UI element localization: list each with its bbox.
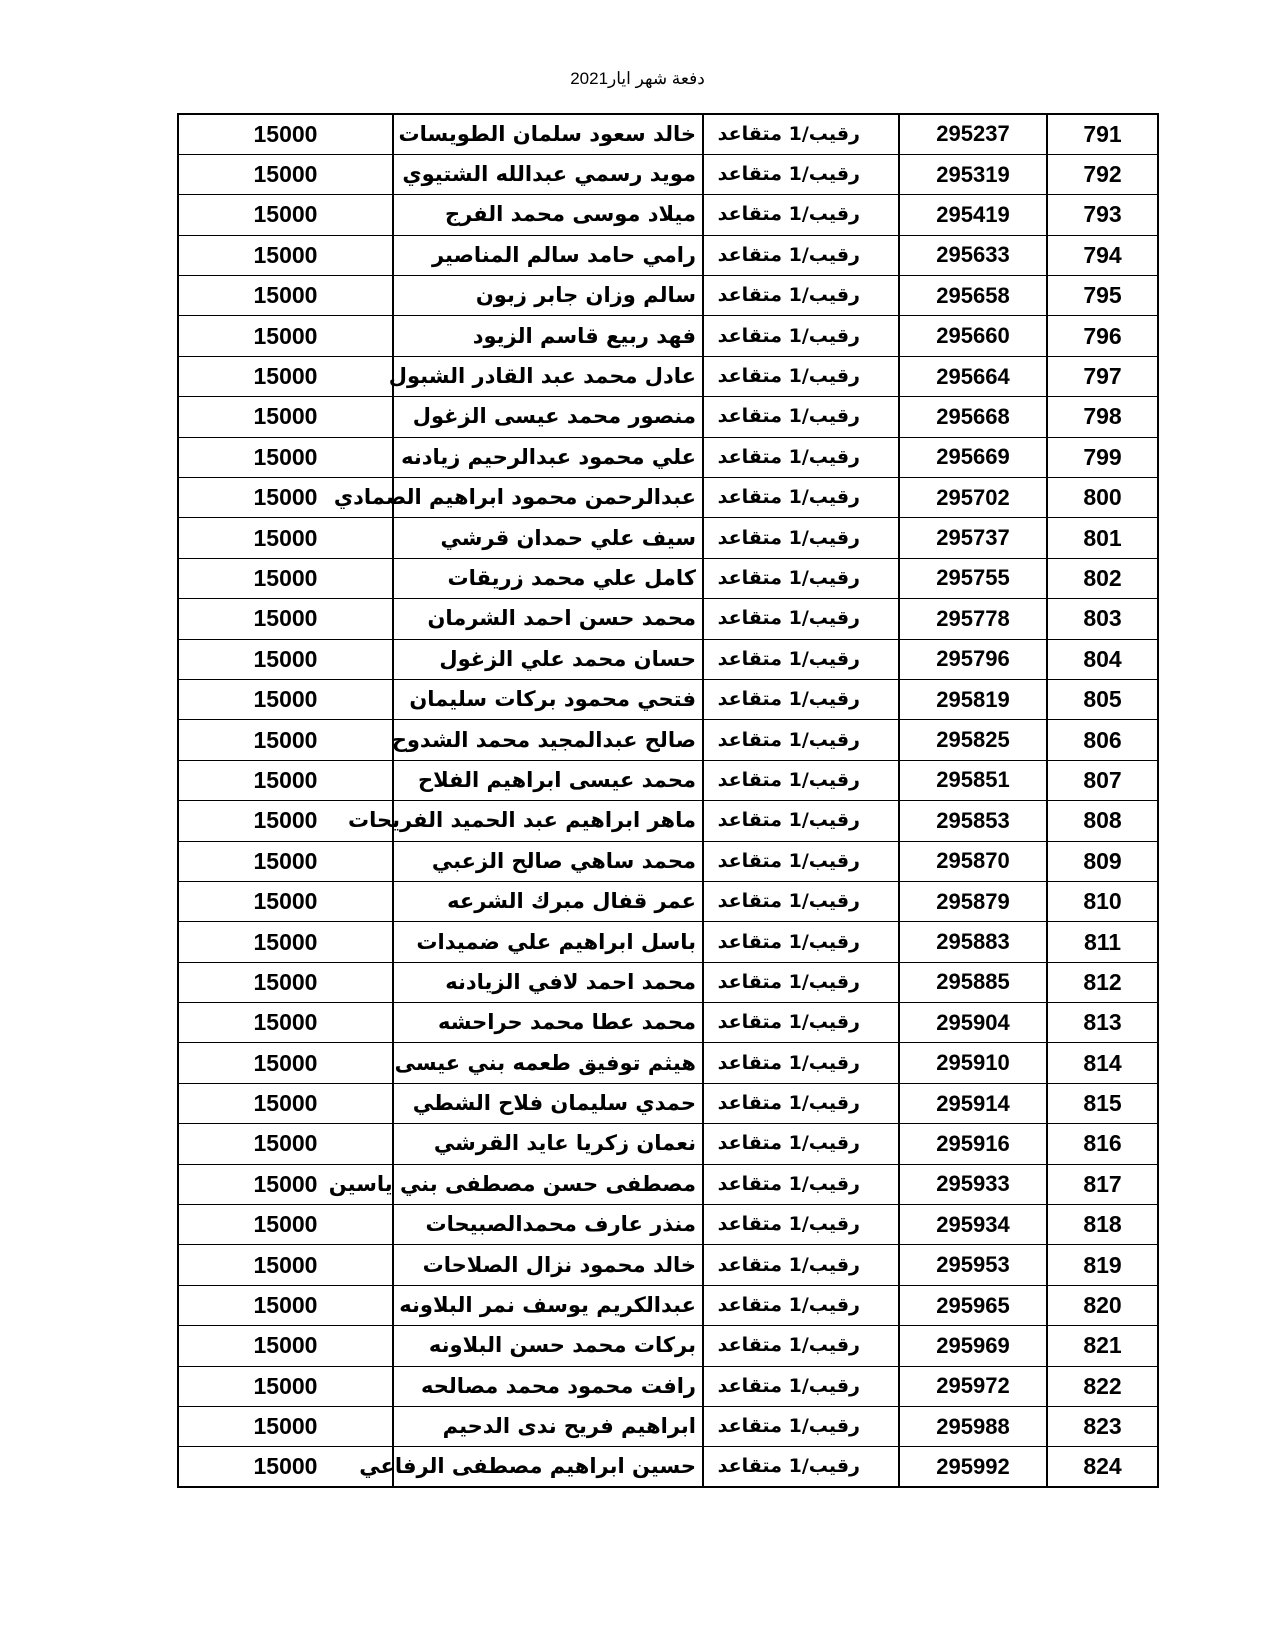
sequence-number-cell: 803	[1047, 599, 1158, 639]
rank-cell: رقيب/1 متقاعد	[703, 881, 899, 921]
table-row	[178, 1366, 1158, 1406]
amount-cell: 15000	[178, 760, 393, 800]
amount-cell: 15000	[178, 1124, 393, 1164]
table-row	[178, 316, 1158, 356]
table-row	[178, 478, 1158, 518]
military-id-cell: 295419	[899, 195, 1047, 235]
sequence-number-cell: 806	[1047, 720, 1158, 760]
rank-cell: رقيب/1 متقاعد	[703, 356, 899, 396]
name-cell: ميلاد موسى محمد الفرج	[393, 195, 703, 235]
table-row	[178, 801, 1158, 841]
table-row	[178, 1164, 1158, 1204]
amount-cell: 15000	[178, 679, 393, 719]
amount-cell: 15000	[178, 397, 393, 437]
table-row	[178, 276, 1158, 316]
rank-cell: رقيب/1 متقاعد	[703, 1245, 899, 1285]
table-row	[178, 1326, 1158, 1366]
rank-cell: رقيب/1 متقاعد	[703, 235, 899, 275]
table-row	[178, 356, 1158, 396]
military-id-cell: 295972	[899, 1366, 1047, 1406]
amount-cell: 15000	[178, 437, 393, 477]
payment-table	[177, 113, 1157, 1488]
sequence-number-cell: 799	[1047, 437, 1158, 477]
table-row	[178, 518, 1158, 558]
rank-cell: رقيب/1 متقاعد	[703, 1366, 899, 1406]
name-cell: رافت محمود محمد مصالحه	[393, 1366, 703, 1406]
page-title: دفعة شهر ايار2021	[570, 69, 705, 88]
rank-cell: رقيب/1 متقاعد	[703, 316, 899, 356]
name-cell: علي محمود عبدالرحيم زيادنه	[393, 437, 703, 477]
rank-cell: رقيب/1 متقاعد	[703, 518, 899, 558]
sequence-number-cell: 819	[1047, 1245, 1158, 1285]
table-row	[178, 1124, 1158, 1164]
table-row	[178, 679, 1158, 719]
sequence-number-cell: 817	[1047, 1164, 1158, 1204]
name-cell: مصطفى حسن مصطفى بني ياسين	[393, 1164, 703, 1204]
table-row	[178, 154, 1158, 194]
table-row	[178, 841, 1158, 881]
military-id-cell: 295819	[899, 679, 1047, 719]
amount-cell: 15000	[178, 235, 393, 275]
rank-cell: رقيب/1 متقاعد	[703, 639, 899, 679]
table-row	[178, 720, 1158, 760]
amount-cell: 15000	[178, 1407, 393, 1447]
military-id-cell: 295778	[899, 599, 1047, 639]
amount-cell: 15000	[178, 316, 393, 356]
military-id-cell: 295883	[899, 922, 1047, 962]
rank-cell: رقيب/1 متقاعد	[703, 154, 899, 194]
rank-cell: رقيب/1 متقاعد	[703, 1043, 899, 1083]
sequence-number-cell: 807	[1047, 760, 1158, 800]
military-id-cell: 295319	[899, 154, 1047, 194]
military-id-cell: 295669	[899, 437, 1047, 477]
table-row	[178, 1447, 1158, 1487]
sequence-number-cell: 794	[1047, 235, 1158, 275]
rank-cell: رقيب/1 متقاعد	[703, 1003, 899, 1043]
amount-cell: 15000	[178, 1164, 393, 1204]
military-id-cell: 295668	[899, 397, 1047, 437]
name-cell: ابراهيم فريح ندى الدحيم	[393, 1407, 703, 1447]
table-row	[178, 639, 1158, 679]
military-id-cell: 295755	[899, 558, 1047, 598]
amount-cell: 15000	[178, 881, 393, 921]
rank-cell: رقيب/1 متقاعد	[703, 841, 899, 881]
sequence-number-cell: 823	[1047, 1407, 1158, 1447]
amount-cell: 15000	[178, 154, 393, 194]
military-id-cell: 295853	[899, 801, 1047, 841]
rank-cell: رقيب/1 متقاعد	[703, 195, 899, 235]
table-row	[178, 760, 1158, 800]
name-cell: سيف علي حمدان قرشي	[393, 518, 703, 558]
name-cell: محمد عطا محمد حراحشه	[393, 1003, 703, 1043]
name-cell: محمد عيسى ابراهيم الفلاح	[393, 760, 703, 800]
amount-cell: 15000	[178, 962, 393, 1002]
name-cell: مويد رسمي عبدالله الشتيوي	[393, 154, 703, 194]
name-cell: خالد سعود سلمان الطويسات	[393, 114, 703, 154]
sequence-number-cell: 800	[1047, 478, 1158, 518]
rank-cell: رقيب/1 متقاعد	[703, 720, 899, 760]
military-id-cell: 295885	[899, 962, 1047, 1002]
name-cell: صالح عبدالمجيد محمد الشدوح	[393, 720, 703, 760]
amount-cell: 15000	[178, 114, 393, 154]
name-cell: هيثم توفيق طعمه بني عيسى	[393, 1043, 703, 1083]
rank-cell: رقيب/1 متقاعد	[703, 1124, 899, 1164]
rank-cell: رقيب/1 متقاعد	[703, 1447, 899, 1487]
amount-cell: 15000	[178, 195, 393, 235]
amount-cell: 15000	[178, 558, 393, 598]
name-cell: حمدي سليمان فلاح الشطي	[393, 1083, 703, 1123]
table-row	[178, 1205, 1158, 1245]
table-row	[178, 1043, 1158, 1083]
name-cell: عمر قفال مبرك الشرعه	[393, 881, 703, 921]
rank-cell: رقيب/1 متقاعد	[703, 1083, 899, 1123]
sequence-number-cell: 815	[1047, 1083, 1158, 1123]
rank-cell: رقيب/1 متقاعد	[703, 1407, 899, 1447]
name-cell: خالد محمود نزال الصلاحات	[393, 1245, 703, 1285]
sequence-number-cell: 798	[1047, 397, 1158, 437]
military-id-cell: 295916	[899, 1124, 1047, 1164]
military-id-cell: 295702	[899, 478, 1047, 518]
military-id-cell: 295992	[899, 1447, 1047, 1487]
military-id-cell: 295737	[899, 518, 1047, 558]
rank-cell: رقيب/1 متقاعد	[703, 679, 899, 719]
name-cell: فتحي محمود بركات سليمان	[393, 679, 703, 719]
name-cell: رامي حامد سالم المناصير	[393, 235, 703, 275]
military-id-cell: 295910	[899, 1043, 1047, 1083]
sequence-number-cell: 824	[1047, 1447, 1158, 1487]
amount-cell: 15000	[178, 1083, 393, 1123]
amount-cell: 15000	[178, 841, 393, 881]
sequence-number-cell: 808	[1047, 801, 1158, 841]
sequence-number-cell: 812	[1047, 962, 1158, 1002]
rank-cell: رقيب/1 متقاعد	[703, 1326, 899, 1366]
table-row	[178, 437, 1158, 477]
rank-cell: رقيب/1 متقاعد	[703, 962, 899, 1002]
table-row	[178, 558, 1158, 598]
name-cell: حسين ابراهيم مصطفى الرفاعي	[393, 1447, 703, 1487]
sequence-number-cell: 814	[1047, 1043, 1158, 1083]
amount-cell: 15000	[178, 639, 393, 679]
sequence-number-cell: 821	[1047, 1326, 1158, 1366]
amount-cell: 15000	[178, 276, 393, 316]
name-cell: عبدالكريم يوسف نمر البلاونه	[393, 1285, 703, 1325]
sequence-number-cell: 805	[1047, 679, 1158, 719]
military-id-cell: 295870	[899, 841, 1047, 881]
military-id-cell: 295664	[899, 356, 1047, 396]
rank-cell: رقيب/1 متقاعد	[703, 437, 899, 477]
military-id-cell: 295633	[899, 235, 1047, 275]
sequence-number-cell: 795	[1047, 276, 1158, 316]
amount-cell: 15000	[178, 1043, 393, 1083]
table-row	[178, 1407, 1158, 1447]
military-id-cell: 295658	[899, 276, 1047, 316]
name-cell: حسان محمد علي الزغول	[393, 639, 703, 679]
military-id-cell: 295933	[899, 1164, 1047, 1204]
table-body	[178, 114, 1158, 1487]
name-cell: منذر عارف محمدالصبيحات	[393, 1205, 703, 1245]
amount-cell: 15000	[178, 922, 393, 962]
amount-cell: 15000	[178, 1205, 393, 1245]
rank-cell: رقيب/1 متقاعد	[703, 801, 899, 841]
sequence-number-cell: 816	[1047, 1124, 1158, 1164]
sequence-number-cell: 818	[1047, 1205, 1158, 1245]
military-id-cell: 295796	[899, 639, 1047, 679]
amount-cell: 15000	[178, 356, 393, 396]
sequence-number-cell: 822	[1047, 1366, 1158, 1406]
name-cell: منصور محمد عيسى الزغول	[393, 397, 703, 437]
military-id-cell: 295851	[899, 760, 1047, 800]
payment-table-grid	[177, 113, 1159, 1488]
name-cell: ماهر ابراهيم عبد الحميد الفريحات	[393, 801, 703, 841]
name-cell: محمد حسن احمد الشرمان	[393, 599, 703, 639]
amount-cell: 15000	[178, 720, 393, 760]
military-id-cell: 295953	[899, 1245, 1047, 1285]
table-row	[178, 1245, 1158, 1285]
rank-cell: رقيب/1 متقاعد	[703, 558, 899, 598]
military-id-cell: 295879	[899, 881, 1047, 921]
name-cell: فهد ربيع قاسم الزيود	[393, 316, 703, 356]
rank-cell: رقيب/1 متقاعد	[703, 1205, 899, 1245]
rank-cell: رقيب/1 متقاعد	[703, 922, 899, 962]
table-row	[178, 114, 1158, 154]
sequence-number-cell: 820	[1047, 1285, 1158, 1325]
amount-cell: 15000	[178, 801, 393, 841]
name-cell: محمد ساهي صالح الزعبي	[393, 841, 703, 881]
amount-cell: 15000	[178, 1366, 393, 1406]
amount-cell: 15000	[178, 478, 393, 518]
name-cell: محمد احمد لافي الزيادنه	[393, 962, 703, 1002]
table-row	[178, 235, 1158, 275]
military-id-cell: 295934	[899, 1205, 1047, 1245]
name-cell: كامل علي محمد زريقات	[393, 558, 703, 598]
sequence-number-cell: 804	[1047, 639, 1158, 679]
military-id-cell: 295969	[899, 1326, 1047, 1366]
sequence-number-cell: 797	[1047, 356, 1158, 396]
military-id-cell: 295914	[899, 1083, 1047, 1123]
name-cell: باسل ابراهيم علي ضميدات	[393, 922, 703, 962]
name-cell: عبدالرحمن محمود ابراهيم الصمادي	[393, 478, 703, 518]
name-cell: سالم وزان جابر زبون	[393, 276, 703, 316]
military-id-cell: 295904	[899, 1003, 1047, 1043]
amount-cell: 15000	[178, 1285, 393, 1325]
table-row	[178, 1003, 1158, 1043]
rank-cell: رقيب/1 متقاعد	[703, 276, 899, 316]
military-id-cell: 295825	[899, 720, 1047, 760]
military-id-cell: 295965	[899, 1285, 1047, 1325]
name-cell: بركات محمد حسن البلاونه	[393, 1326, 703, 1366]
table-row	[178, 962, 1158, 1002]
amount-cell: 15000	[178, 1447, 393, 1487]
military-id-cell: 295660	[899, 316, 1047, 356]
amount-cell: 15000	[178, 599, 393, 639]
name-cell: نعمان زكريا عايد القرشي	[393, 1124, 703, 1164]
sequence-number-cell: 802	[1047, 558, 1158, 598]
sequence-number-cell: 793	[1047, 195, 1158, 235]
rank-cell: رقيب/1 متقاعد	[703, 114, 899, 154]
amount-cell: 15000	[178, 1326, 393, 1366]
rank-cell: رقيب/1 متقاعد	[703, 1164, 899, 1204]
amount-cell: 15000	[178, 1245, 393, 1285]
sequence-number-cell: 811	[1047, 922, 1158, 962]
table-row	[178, 1083, 1158, 1123]
rank-cell: رقيب/1 متقاعد	[703, 760, 899, 800]
rank-cell: رقيب/1 متقاعد	[703, 599, 899, 639]
military-id-cell: 295237	[899, 114, 1047, 154]
sequence-number-cell: 801	[1047, 518, 1158, 558]
table-row	[178, 397, 1158, 437]
sequence-number-cell: 810	[1047, 881, 1158, 921]
table-row	[178, 1285, 1158, 1325]
name-cell: عادل محمد عبد القادر الشبول	[393, 356, 703, 396]
rank-cell: رقيب/1 متقاعد	[703, 1285, 899, 1325]
rank-cell: رقيب/1 متقاعد	[703, 478, 899, 518]
table-row	[178, 195, 1158, 235]
table-row	[178, 881, 1158, 921]
amount-cell: 15000	[178, 1003, 393, 1043]
sequence-number-cell: 813	[1047, 1003, 1158, 1043]
sequence-number-cell: 792	[1047, 154, 1158, 194]
rank-cell: رقيب/1 متقاعد	[703, 397, 899, 437]
table-row	[178, 599, 1158, 639]
table-row	[178, 922, 1158, 962]
amount-cell: 15000	[178, 518, 393, 558]
military-id-cell: 295988	[899, 1407, 1047, 1447]
sequence-number-cell: 809	[1047, 841, 1158, 881]
sequence-number-cell: 791	[1047, 114, 1158, 154]
sequence-number-cell: 796	[1047, 316, 1158, 356]
